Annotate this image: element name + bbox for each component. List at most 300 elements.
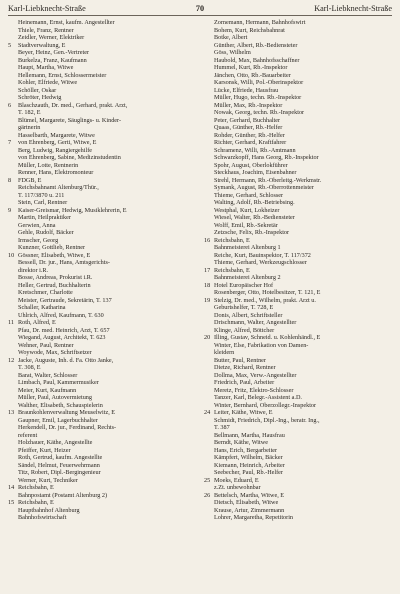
resident-text: Wiegand, August, Architekt, T. 623	[18, 334, 106, 341]
directory-entry	[8, 244, 196, 252]
resident-text: Donis, Albert, Schriftsteller	[214, 311, 283, 319]
house-number	[8, 237, 18, 245]
resident-text: Herkendell, Dr. jur., Ferdinand, Rechts-	[18, 424, 117, 431]
resident-text: Müller, Max, Rb.-Inspektor	[214, 101, 283, 109]
resident-text: referent	[18, 431, 38, 439]
directory-entry	[8, 454, 196, 462]
resident-text: Schröter, Hedwig	[18, 94, 62, 101]
resident-text: Hotel Europäischer Hof	[214, 281, 274, 289]
house-number	[8, 297, 18, 305]
resident-text: Bellmann, Martha, Hausfrau	[214, 431, 285, 439]
house-number	[8, 199, 18, 207]
resident-text: direktor i.R.	[18, 266, 49, 274]
directory-entry	[8, 514, 196, 522]
directory-entry	[8, 252, 196, 260]
house-number: 20	[204, 334, 211, 341]
house-number	[204, 72, 214, 80]
house-number	[204, 94, 214, 102]
directory-entry	[8, 417, 196, 425]
directory-entry	[204, 132, 392, 140]
house-number	[204, 154, 214, 162]
house-number: 16	[204, 236, 211, 244]
house-number	[204, 447, 214, 455]
house-number	[8, 109, 18, 117]
house-number	[204, 87, 214, 95]
resident-text: Quaas, Günther, Rb.-Helfer	[214, 124, 283, 131]
resident-text: Woywode, Max, Schriftsetzer	[18, 349, 92, 356]
directory-entry	[204, 409, 392, 417]
resident-text: Hans, Erich, Bergarbeiter	[214, 446, 278, 454]
house-number	[8, 507, 18, 515]
resident-text: Jacke, Auguste, Inh. d. Fa. Otto Janke,	[18, 356, 114, 364]
house-number	[204, 417, 214, 425]
directory-entry	[204, 387, 392, 395]
house-number	[204, 259, 214, 267]
resident-text: Meister, Gertraude, Sekretärin, T. 137	[18, 296, 112, 304]
directory-entry	[8, 27, 196, 35]
house-number	[8, 267, 18, 275]
house-number: 11	[8, 319, 14, 326]
house-number	[204, 19, 214, 27]
directory-entry	[8, 357, 196, 365]
house-number	[204, 304, 214, 312]
house-number	[204, 184, 214, 192]
directory-entry	[204, 492, 392, 500]
resident-text: gärtnerin	[18, 124, 41, 131]
directory-entry	[204, 162, 392, 170]
house-number	[204, 169, 214, 177]
house-number	[204, 379, 214, 387]
directory-entry	[8, 154, 196, 162]
house-number	[8, 34, 18, 42]
directory-entry	[204, 259, 392, 267]
house-number	[8, 184, 18, 192]
directory-entry	[204, 439, 392, 447]
resident-text: Pfau, Dr. med. Heinrich, Arzt, T. 657	[18, 326, 110, 334]
house-number	[204, 64, 214, 72]
resident-text: Gössner, Elisabeth, Witwe, E	[18, 251, 91, 259]
directory-entry	[204, 252, 392, 260]
directory-entry	[8, 387, 196, 395]
directory-entry	[8, 492, 196, 500]
resident-text: Winter, Else, Fabrikation von Damen-	[214, 341, 309, 349]
directory-entry	[8, 379, 196, 387]
house-number	[204, 192, 214, 200]
directory-entry	[204, 484, 392, 492]
house-number	[204, 372, 214, 380]
resident-text: Seebecher, Paul, Rb.-Helfer	[214, 469, 283, 476]
house-number	[8, 394, 18, 402]
directory-entry	[204, 417, 392, 425]
resident-text: Wolff, Emil, Rb.-Sekretär	[214, 221, 278, 229]
directory-entry	[8, 117, 196, 125]
house-number	[204, 342, 214, 350]
directory-entry	[8, 87, 196, 95]
directory-entry	[204, 124, 392, 132]
directory-entry	[204, 192, 392, 200]
directory-entry	[204, 327, 392, 335]
resident-text: Schmidt, Friedrich, Dipl.-Ing., beratr. Ing.,	[214, 416, 320, 424]
resident-text: Nowak, Georg, techn. Rb.-Inspektor	[214, 109, 305, 116]
directory-entry	[204, 402, 392, 410]
directory-entry	[204, 432, 392, 440]
resident-text: Geburtshelfer, T. 728, E	[214, 304, 274, 311]
house-number	[8, 87, 18, 95]
resident-text: Haubold, Max, Bahnhofsschaffner	[214, 56, 300, 64]
resident-text: Tanzer, Karl, Belegr.-Assistent a.D.	[214, 394, 302, 401]
directory-entry	[8, 462, 196, 470]
directory-entry	[8, 432, 196, 440]
resident-text: Gehle, Rudolf, Bäcker	[18, 229, 74, 236]
resident-text: Meretz, Fritz, Elektro-Schlosser	[214, 386, 294, 394]
directory-entry	[204, 27, 392, 35]
resident-text: Limbach, Paul, Kammermusiker	[18, 379, 99, 386]
resident-text: T. 117/3870 u. 211	[18, 191, 65, 199]
house-number	[8, 124, 18, 132]
directory-entry	[8, 372, 196, 380]
house-number	[204, 514, 214, 522]
resident-text: Irmscher, Georg	[18, 236, 59, 244]
resident-text: Wiesel, Walter, Rb.-Bediensteter	[214, 214, 295, 221]
resident-text: Dietsch, Elisabeth, Witwe	[214, 499, 279, 506]
house-number	[204, 462, 214, 470]
house-number: 9	[8, 206, 12, 214]
directory-entry	[204, 117, 392, 125]
resident-text: Butter, Paul, Rentner	[214, 356, 266, 364]
resident-text: Blaschzauth, Dr. med., Gerhard, prakt. Arzt,	[18, 101, 128, 109]
house-number	[204, 222, 214, 230]
resident-text: Thiele, Franz, Rentner	[18, 26, 74, 34]
resident-text: kleidern	[214, 349, 235, 356]
directory-entry	[8, 132, 196, 140]
directory-entry	[204, 349, 392, 357]
directory-entry	[8, 237, 196, 245]
directory-entry	[204, 372, 392, 380]
resident-text: Steckhaus, Joachim, Eisenbahner	[214, 169, 297, 176]
resident-text: Zeidler, Werner, Elektriker	[18, 34, 85, 41]
house-number	[204, 327, 214, 335]
house-number	[204, 252, 214, 260]
directory-entry	[204, 184, 392, 192]
directory-entry	[204, 282, 392, 290]
resident-text: Kohler, Elfriede, Witwe	[18, 79, 78, 86]
house-number	[204, 274, 214, 282]
directory-entry	[204, 274, 392, 282]
house-number	[8, 282, 18, 290]
house-number	[8, 49, 18, 57]
directory-entry	[204, 357, 392, 365]
house-number	[8, 327, 18, 335]
directory-entry	[8, 342, 196, 350]
house-number	[8, 132, 18, 140]
directory-entry	[8, 484, 196, 492]
house-number	[8, 214, 18, 222]
house-number	[8, 147, 18, 155]
directory-entry	[8, 327, 196, 335]
directory-entry	[8, 72, 196, 80]
directory-entry	[204, 334, 392, 342]
directory-entry	[8, 447, 196, 455]
directory-entry	[8, 49, 196, 57]
house-number	[204, 507, 214, 515]
directory-entry	[8, 162, 196, 170]
resident-text: Günther, Albert, Rb.-Bediensteter	[214, 41, 298, 49]
resident-text: Schöller, Oskar	[18, 86, 57, 94]
directory-entry	[8, 222, 196, 230]
resident-text: T. 387	[214, 424, 230, 431]
resident-text: Walther, Elisabeth, Schauspielerin	[18, 401, 103, 409]
house-number	[204, 199, 214, 207]
page-number: 70	[195, 4, 205, 13]
resident-text: Winter, Bernhard, Oberzollegr.-Inspektor	[214, 401, 317, 409]
directory-entry	[204, 19, 392, 27]
directory-entry	[8, 499, 196, 507]
house-number	[8, 289, 18, 297]
resident-text: Bahnpostamt (Postamt Altenburg 2)	[18, 491, 108, 499]
house-number	[8, 349, 18, 357]
directory-entry	[8, 274, 196, 282]
house-number	[204, 289, 214, 297]
resident-text: Bohem, Kurt, Reichsbahnrat	[214, 26, 285, 34]
house-number	[204, 207, 214, 215]
directory-entry	[204, 244, 392, 252]
house-number	[8, 259, 18, 267]
house-number	[8, 57, 18, 65]
resident-text: Drischmann, Walter, Angestellter	[214, 319, 297, 326]
resident-text: Titz, Robert, Dipl.-Bergingenieur	[18, 469, 101, 476]
resident-text: Rosenberger, Otto, Hotelbesitzer, T. 121, E	[214, 289, 321, 296]
directory-entry	[8, 364, 196, 372]
house-number	[204, 162, 214, 170]
resident-text: Kunzner, Gottlieb, Rentner	[18, 244, 86, 251]
house-number	[204, 484, 214, 492]
house-number	[8, 79, 18, 87]
directory-entry	[8, 507, 196, 515]
directory-entry	[204, 462, 392, 470]
house-number	[8, 222, 18, 230]
directory-entry	[8, 139, 196, 147]
house-number	[8, 154, 18, 162]
house-number	[204, 244, 214, 252]
resident-text: Klinge, Alfred, Böttcher	[214, 326, 275, 334]
directory-entry	[8, 394, 196, 402]
house-number	[8, 477, 18, 485]
house-number	[204, 432, 214, 440]
directory-entry	[204, 499, 392, 507]
directory-entry	[8, 439, 196, 447]
directory-entry	[8, 409, 196, 417]
directory-entry	[204, 94, 392, 102]
resident-text: Jänchen, Otto, Rb.-Bauarbeiter	[214, 71, 291, 79]
resident-text: Kretschmer, Charlotte	[18, 289, 73, 296]
directory-entry	[8, 109, 196, 117]
house-number	[8, 162, 18, 170]
directory-entry	[204, 79, 392, 87]
resident-text: Kaiser-Greismar, Hedwig, Musiklehrerin, E	[18, 206, 127, 214]
house-number	[8, 304, 18, 312]
directory-entry	[204, 394, 392, 402]
resident-text: Holzhauer, Käthe, Angestellte	[18, 439, 93, 446]
directory-entry	[8, 177, 196, 185]
house-number	[204, 349, 214, 357]
house-number	[8, 274, 18, 282]
directory-entry	[8, 199, 196, 207]
resident-text: Heinemann, Ernst, kaufm. Angestellter	[18, 19, 115, 26]
resident-text: Schramenz, Willi, Rb.-Amtmann	[214, 146, 296, 154]
house-number	[8, 417, 18, 425]
directory-entry	[8, 102, 196, 110]
directory-entry	[8, 349, 196, 357]
directory-entry	[204, 177, 392, 185]
resident-text: Kiemann, Heinrich, Arbeiter	[214, 461, 285, 469]
directory-entry	[204, 222, 392, 230]
house-number	[8, 229, 18, 237]
house-number	[8, 244, 18, 252]
resident-text: Pfeiffer, Kurt, Heizer	[18, 446, 71, 454]
directory-entry	[8, 147, 196, 155]
house-number	[204, 34, 214, 42]
resident-text: Bettelsch, Martha, Witwe, E	[214, 491, 285, 499]
house-number	[8, 72, 18, 80]
directory-entry	[204, 312, 392, 320]
left-column	[8, 19, 200, 594]
directory-entry	[204, 424, 392, 432]
resident-text: Botke, Albert	[214, 34, 248, 41]
resident-text: Bosse, Andreas, Prokurist i.R.	[18, 274, 93, 281]
directory-entry	[204, 229, 392, 237]
resident-text: Sändel, Helmut, Feuerwehrmann	[18, 461, 100, 469]
house-number: 12	[8, 356, 15, 364]
directory-entry	[8, 57, 196, 65]
house-number: 14	[8, 484, 15, 491]
house-number	[204, 124, 214, 132]
resident-text: Wehner, Paul, Rentner	[18, 341, 74, 349]
resident-text: Berg, Ludwig, Rangiergehilfe	[18, 146, 93, 154]
directory-entry	[8, 282, 196, 290]
resident-text: Illing, Gustav, Schneid. u. Kohlenhändl., E	[214, 334, 321, 341]
resident-text: Thieme, Gerhard, Schlosser	[214, 191, 284, 199]
directory-entry	[204, 237, 392, 245]
resident-text: Müller, Paul, Autovermietung	[18, 394, 92, 401]
resident-text: T. 182, E	[18, 109, 41, 116]
resident-text: Meier, Kurt, Kaufmann	[18, 386, 77, 394]
resident-text: Gaupner, Emil, Lagerbuchhalter	[18, 416, 98, 424]
house-number	[204, 117, 214, 125]
directory-entry	[8, 214, 196, 222]
resident-text: Rohder, Günther, Rb.-Helfer	[214, 131, 285, 139]
right-column	[200, 19, 392, 594]
house-number	[204, 469, 214, 477]
house-number	[8, 312, 18, 320]
directory-entry	[8, 207, 196, 215]
resident-text: Thieme, Gerhard, Werkzeugschlosser	[214, 259, 307, 266]
resident-text: Leiter, Käthe, Witwe, E	[214, 409, 273, 416]
directory-entry	[8, 424, 196, 432]
resident-text: Spohr, August, Oberlokführer	[214, 161, 288, 169]
house-number	[8, 424, 18, 432]
directory-entry	[204, 304, 392, 312]
resident-text: Müller, Lotte, Rentnerin	[18, 161, 79, 169]
directory-entry	[204, 147, 392, 155]
resident-text: Renner, Hans, Elektromonteur	[18, 169, 94, 176]
resident-text: Westphal, Kurt, Lokheizer	[214, 206, 280, 214]
house-number	[8, 64, 18, 72]
house-number	[8, 169, 18, 177]
house-number: 17	[204, 266, 211, 274]
house-number	[8, 342, 18, 350]
house-number	[204, 102, 214, 110]
house-number	[8, 432, 18, 440]
directory-entry	[8, 319, 196, 327]
house-number	[204, 27, 214, 35]
house-number	[8, 469, 18, 477]
resident-text: Schaller, Katharina	[18, 304, 66, 311]
resident-text: Stadtverwaltung, E	[18, 41, 66, 49]
resident-text: Reichsbahn, E	[214, 236, 250, 244]
directory-entry	[204, 34, 392, 42]
directory-entry	[8, 64, 196, 72]
house-number	[204, 79, 214, 87]
directory-entry	[8, 267, 196, 275]
house-number	[204, 364, 214, 372]
directory-entry	[8, 184, 196, 192]
house-number	[8, 492, 18, 500]
directory-entry	[204, 109, 392, 117]
resident-text: Reiche, Kurt, Bauinspektor, T. 117/372	[214, 251, 311, 259]
directory-columns	[8, 19, 392, 594]
house-number	[204, 57, 214, 65]
directory-entry	[8, 34, 196, 42]
directory-entry	[8, 312, 196, 320]
directory-entry	[204, 289, 392, 297]
directory-entry	[8, 402, 196, 410]
resident-text: Burkelza, Franz, Kaufmann	[18, 56, 87, 64]
house-number	[8, 372, 18, 380]
resident-text: Walting, Adolf, Rb.-Betriebsing.	[214, 199, 295, 206]
house-number	[204, 394, 214, 402]
house-number	[204, 109, 214, 117]
directory-entry	[204, 297, 392, 305]
directory-entry	[204, 42, 392, 50]
house-number: 10	[8, 251, 15, 259]
house-number	[204, 424, 214, 432]
house-number	[8, 514, 18, 522]
resident-text: Zetzsche, Felix, Rb.-Inspektor	[214, 229, 290, 236]
resident-text: Braunkohlenverwaltung Meuselwitz, E	[18, 409, 116, 416]
house-number	[204, 147, 214, 155]
house-number	[204, 312, 214, 320]
directory-entry	[8, 297, 196, 305]
house-number: 7	[8, 139, 12, 146]
header-street-right: Karl-Liebknecht-Straße	[314, 4, 392, 13]
resident-text: von Ehrenberg, Gerti, Witwe, E	[18, 139, 97, 146]
house-number	[8, 379, 18, 387]
directory-entry	[204, 447, 392, 455]
directory-entry	[204, 49, 392, 57]
directory-entry	[204, 514, 392, 522]
resident-text: Hauptbahnhof Altenburg	[18, 506, 80, 514]
resident-text: Blümel, Margarete, Säuglings- u. Kinder-	[18, 116, 122, 124]
directory-entry	[8, 304, 196, 312]
house-number	[204, 402, 214, 410]
house-number	[8, 454, 18, 462]
directory-entry	[204, 102, 392, 110]
directory-entry	[8, 259, 196, 267]
resident-text: Kämpfert, Wilhelm, Bäcker	[214, 454, 283, 461]
directory-entry	[8, 19, 196, 27]
resident-text: T. 308, E	[18, 364, 41, 371]
resident-text: Strehl, Hermann, Rb.-Oberleitg.-Werkmstr.	[214, 176, 322, 184]
